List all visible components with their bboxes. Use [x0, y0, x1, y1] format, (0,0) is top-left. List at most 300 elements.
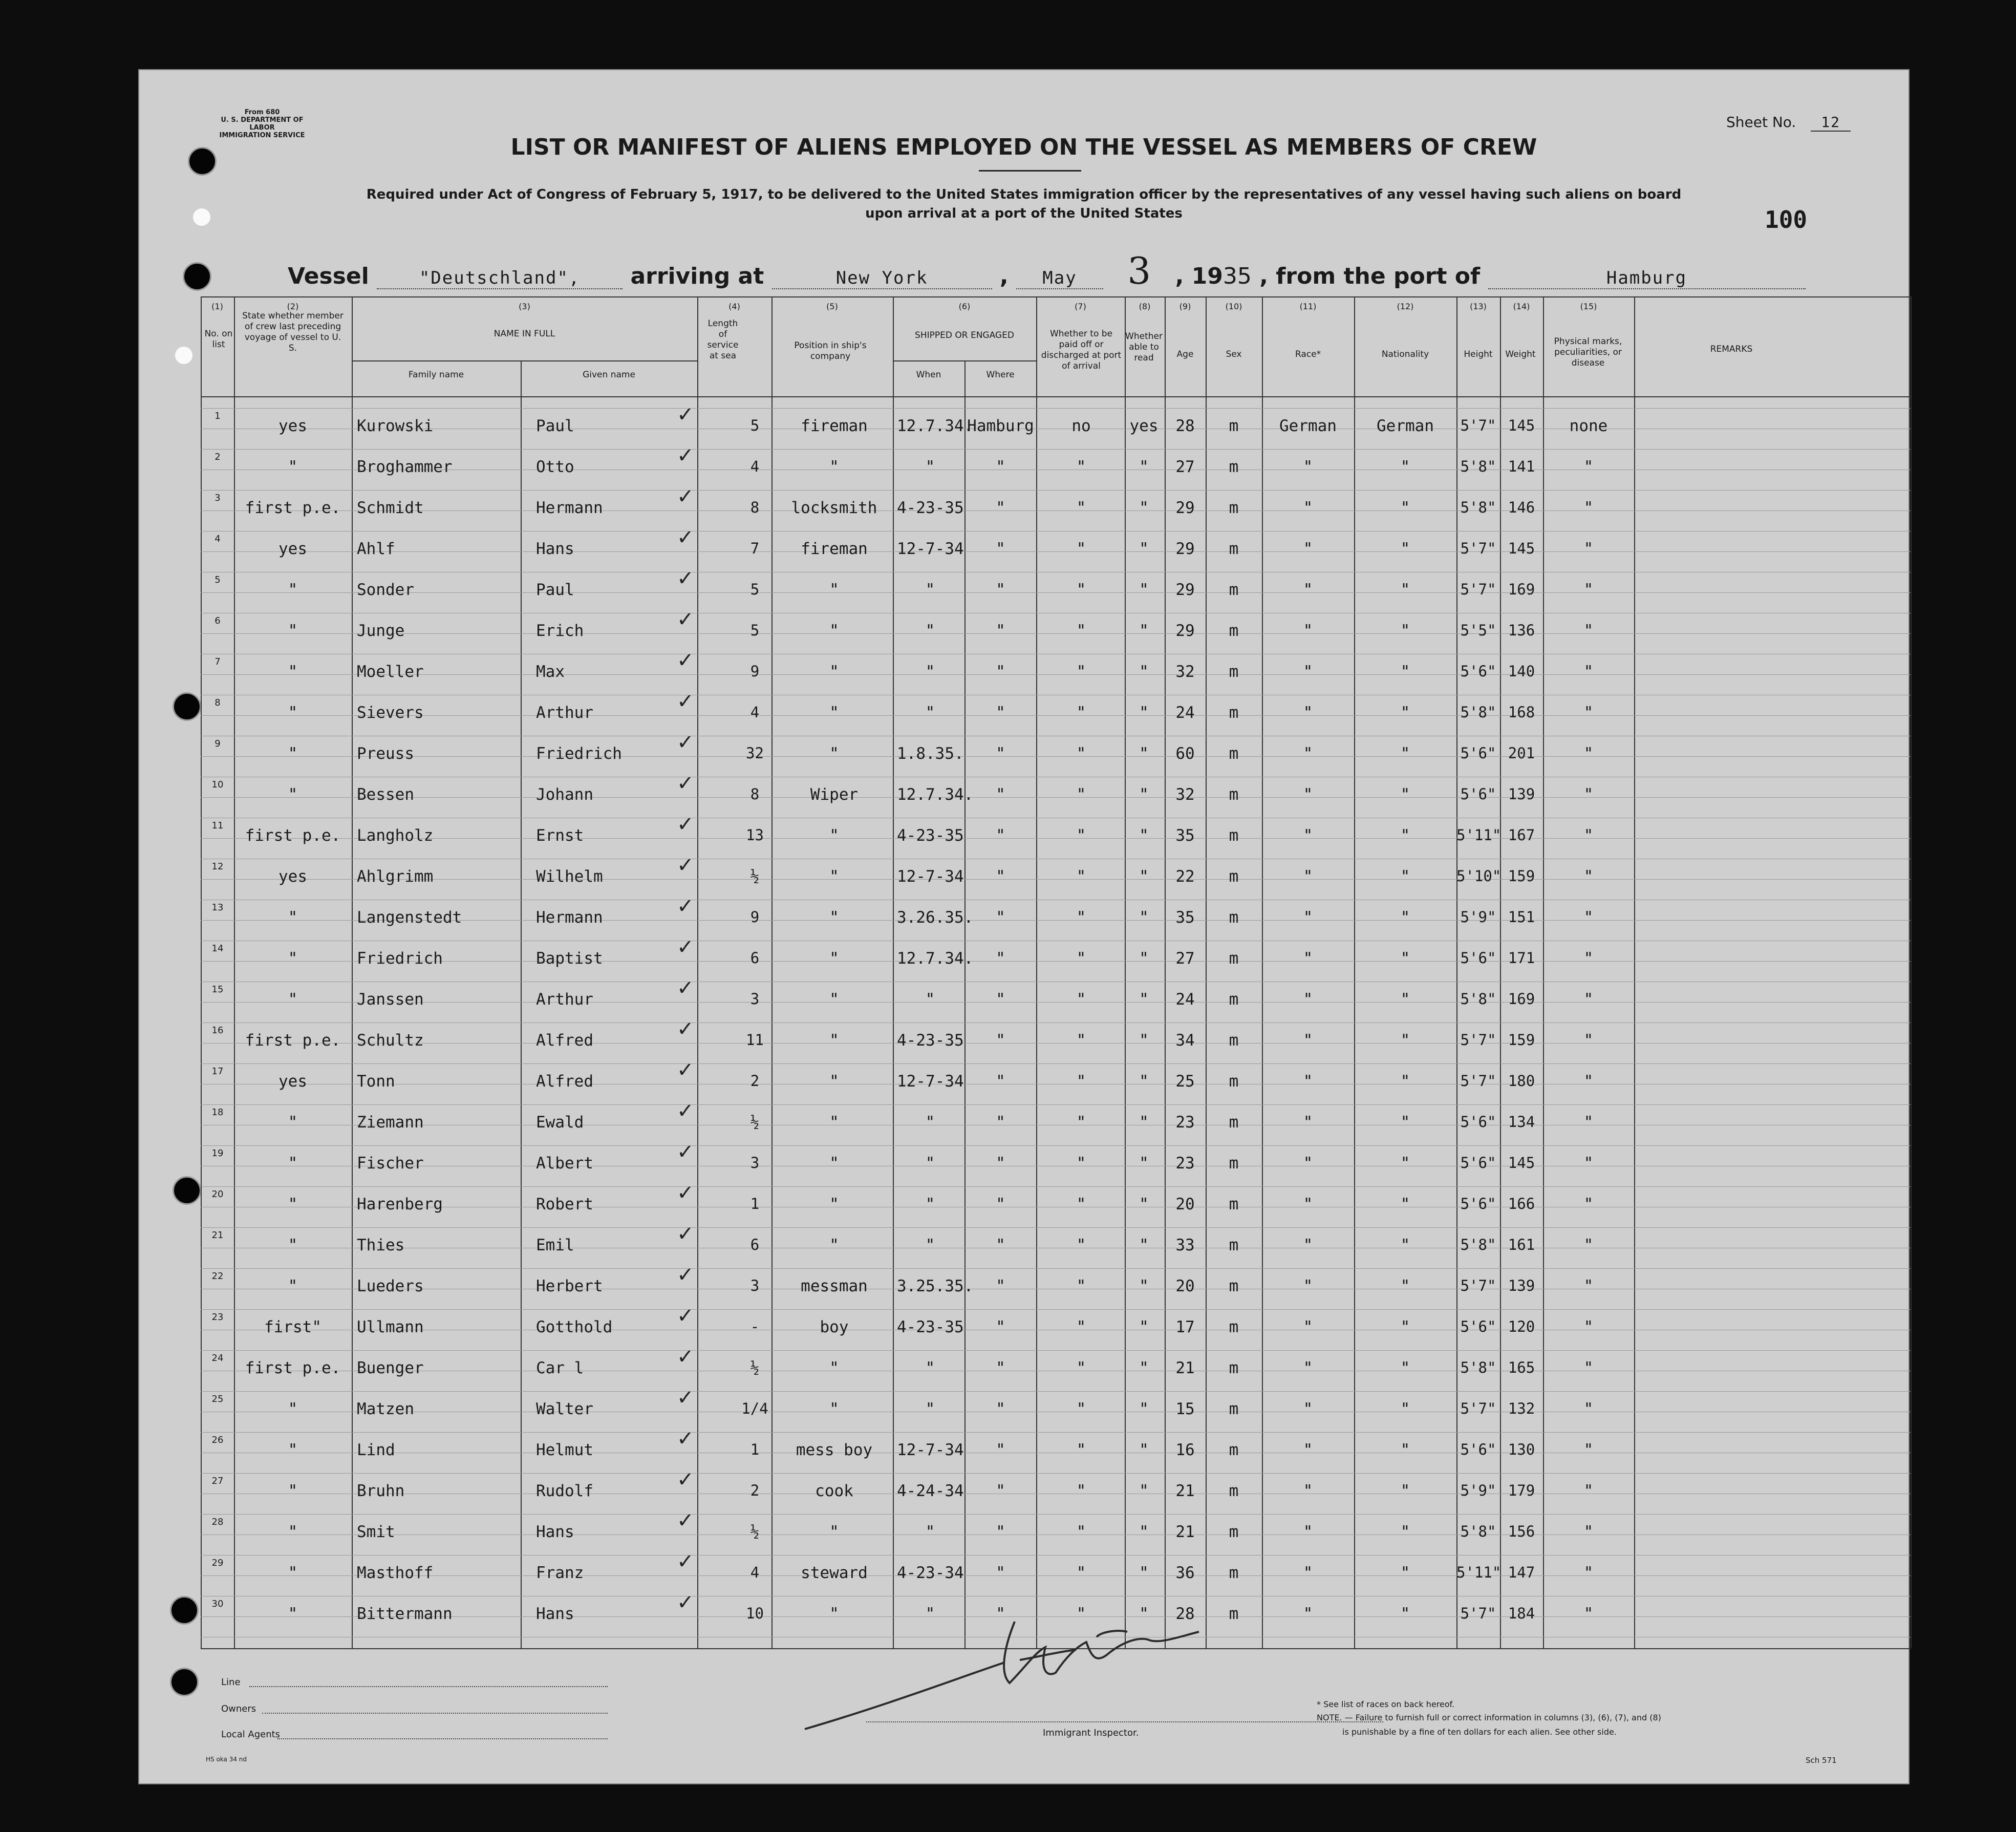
cell-nationality: "	[1400, 1318, 1410, 1336]
cell-family-name: Ullmann	[357, 1318, 424, 1336]
column-number: (4)	[728, 302, 740, 311]
cell-sex: m	[1229, 417, 1239, 435]
cell-where: "	[996, 1441, 1005, 1459]
cell-family-name: Schultz	[357, 1031, 424, 1050]
cell-nationality: "	[1400, 622, 1410, 640]
cell-family-name: Bruhn	[357, 1482, 405, 1500]
cell-weight: 169	[1508, 581, 1535, 598]
cell-row-number: 26	[211, 1435, 224, 1445]
cell-paid-off: "	[1076, 540, 1086, 558]
cell-prev-voyage: first p.e.	[245, 826, 341, 845]
ledger-rule	[201, 1063, 1911, 1064]
cell-row-number: 4	[215, 534, 221, 544]
cell-given-name: Robert	[536, 1195, 593, 1213]
cell-nationality: "	[1400, 499, 1410, 517]
cell-weight: 156	[1508, 1523, 1535, 1540]
cell-position: "	[829, 704, 839, 722]
cell-where: "	[996, 1236, 1005, 1254]
cell-length-service: 4	[750, 704, 760, 721]
cell-paid-off: no	[1071, 417, 1091, 435]
ledger-rule	[201, 1227, 1911, 1228]
cell-when: "	[925, 1236, 935, 1254]
ledger-rule	[201, 1514, 1911, 1515]
cell-race: "	[1303, 1113, 1313, 1132]
cell-age: 34	[1175, 1031, 1195, 1050]
arrival-day: 3	[1127, 249, 1151, 292]
cell-row-number: 5	[215, 574, 221, 585]
cell-row-number: 9	[215, 738, 221, 749]
cell-row-number: 17	[211, 1066, 224, 1077]
cell-when: 3.25.35.	[897, 1277, 974, 1295]
cell-nationality: "	[1400, 1605, 1410, 1623]
cell-row-number: 24	[211, 1353, 224, 1364]
checkmark-icon: ✓	[677, 1017, 694, 1041]
cell-sex: m	[1229, 663, 1239, 681]
cell-age: 24	[1175, 704, 1195, 722]
cell-given-name: Franz	[536, 1564, 584, 1582]
cell-nationality: "	[1400, 1236, 1410, 1254]
cell-row-number: 1	[215, 411, 221, 421]
note-line-1: NOTE. — Failure to furnish full or correct information in columns (3), (6), (7), and (8)	[1317, 1713, 1661, 1722]
cell-nationality: "	[1400, 826, 1410, 845]
cell-paid-off: "	[1076, 1236, 1086, 1254]
cell-paid-off: "	[1076, 826, 1086, 845]
cell-sex: m	[1229, 867, 1239, 886]
cell-position: Wiper	[810, 785, 859, 804]
column-divider	[771, 296, 773, 1648]
cell-position: "	[829, 1154, 839, 1173]
cell-length-service: 32	[746, 744, 764, 762]
cell-able-read: "	[1139, 1441, 1149, 1459]
inspector-signature	[789, 1601, 1276, 1734]
cell-height: 5'8"	[1460, 1359, 1496, 1376]
cell-paid-off: "	[1076, 867, 1086, 886]
cell-age: 29	[1175, 622, 1195, 640]
cell-prev-voyage: yes	[278, 540, 307, 558]
cell-position: "	[829, 1523, 839, 1541]
cell-sex: m	[1229, 744, 1239, 763]
cell-paid-off: "	[1076, 1441, 1086, 1459]
cell-able-read: "	[1139, 1400, 1149, 1418]
year-suffix: 35	[1223, 263, 1252, 289]
cell-given-name: Otto	[536, 458, 574, 476]
cell-able-read: "	[1139, 1113, 1149, 1132]
cell-sex: m	[1229, 949, 1239, 968]
cell-sex: m	[1229, 1277, 1239, 1295]
column-number: (5)	[826, 302, 838, 311]
cell-nationality: "	[1400, 663, 1410, 681]
ledger-rule	[201, 1432, 1911, 1433]
cell-where: "	[996, 1154, 1005, 1173]
cell-height: 5'10"	[1456, 867, 1502, 885]
cell-when: "	[925, 1605, 935, 1623]
vessel-label: Vessel	[288, 263, 369, 289]
column-number: (8)	[1139, 302, 1151, 311]
cell-prev-voyage: "	[288, 1523, 298, 1541]
cell-where: "	[996, 499, 1005, 517]
cell-sex: m	[1229, 581, 1239, 599]
cell-row-number: 28	[211, 1517, 224, 1527]
cell-paid-off: "	[1076, 1113, 1086, 1132]
cell-where: "	[996, 1195, 1005, 1213]
year-prefix: 19	[1191, 263, 1223, 289]
cell-age: 35	[1175, 908, 1195, 927]
checkmark-icon: ✓	[677, 526, 694, 549]
cell-able-read: "	[1139, 704, 1149, 722]
cell-nationality: "	[1400, 581, 1410, 599]
cell-given-name: Hermann	[536, 499, 603, 517]
cell-position: fireman	[801, 540, 868, 558]
ledger-rule	[201, 1022, 1911, 1023]
footer-owners-rule	[262, 1713, 608, 1714]
col-header-race: Race*	[1295, 349, 1321, 359]
cell-race: "	[1303, 1236, 1313, 1254]
cell-age: 60	[1175, 744, 1195, 763]
ledger-rule	[201, 449, 1911, 450]
cell-physical-marks: "	[1583, 1564, 1594, 1582]
column-number: (12)	[1397, 302, 1414, 311]
cell-paid-off: "	[1076, 1195, 1086, 1213]
cell-prev-voyage: "	[288, 622, 298, 640]
cell-prev-voyage: "	[288, 1113, 298, 1132]
cell-row-number: 20	[211, 1189, 224, 1200]
stamp-number: 100	[1765, 206, 1808, 233]
checkmark-icon: ✓	[677, 690, 694, 713]
inspector-rule	[866, 1721, 1383, 1722]
cell-when: "	[925, 1154, 935, 1173]
cell-age: 28	[1175, 1605, 1195, 1623]
cell-race: "	[1303, 1359, 1313, 1377]
checkmark-icon: ✓	[677, 976, 694, 1000]
cell-height: 5'6"	[1460, 744, 1496, 762]
cell-race: "	[1303, 622, 1313, 640]
col-header-length: Length of service at sea	[707, 318, 739, 361]
cell-age: 20	[1175, 1195, 1195, 1213]
cell-prev-voyage: "	[288, 1564, 298, 1582]
cell-race: "	[1303, 1154, 1313, 1173]
cell-nationality: "	[1400, 1277, 1410, 1295]
cell-length-service: 4	[750, 1564, 760, 1581]
cell-row-number: 29	[211, 1558, 224, 1568]
cell-where: "	[996, 744, 1005, 763]
cell-sex: m	[1229, 990, 1239, 1009]
cell-physical-marks: "	[1583, 622, 1594, 640]
checkmark-icon: ✓	[677, 1509, 694, 1532]
cell-row-number: 14	[211, 943, 224, 954]
cell-where: "	[996, 540, 1005, 558]
cell-weight: 139	[1508, 785, 1535, 803]
cell-weight: 167	[1508, 826, 1535, 844]
cell-when: 12-7-34	[897, 867, 964, 886]
race-note: * See list of races on back hereof.	[1317, 1699, 1455, 1709]
cell-row-number: 6	[215, 615, 221, 626]
cell-prev-voyage: "	[288, 581, 298, 599]
cell-sex: m	[1229, 826, 1239, 845]
checkmark-icon: ✓	[677, 1386, 694, 1410]
cell-race: "	[1303, 1031, 1313, 1050]
cell-weight: 165	[1508, 1359, 1535, 1376]
cell-family-name: Lueders	[357, 1277, 424, 1295]
cell-family-name: Matzen	[357, 1400, 414, 1418]
checkmark-icon: ✓	[677, 894, 694, 918]
cell-physical-marks: "	[1583, 785, 1594, 804]
cell-age: 23	[1175, 1113, 1195, 1132]
cell-when: 12.7.34.	[897, 949, 974, 968]
cell-age: 27	[1175, 458, 1195, 476]
cell-position: steward	[801, 1564, 868, 1582]
service-name: IMMIGRATION SERVICE	[219, 132, 305, 139]
cell-given-name: Car l	[536, 1359, 584, 1377]
cell-given-name: Paul	[536, 417, 574, 435]
cell-position: "	[829, 1195, 839, 1213]
cell-physical-marks: "	[1583, 1523, 1594, 1541]
cell-race: "	[1303, 663, 1313, 681]
cell-able-read: "	[1139, 540, 1149, 558]
cell-row-number: 15	[211, 984, 224, 995]
cell-when: 12-7-34	[897, 540, 964, 558]
cell-height: 5'7"	[1460, 581, 1496, 598]
footer-agents-rule	[277, 1738, 608, 1739]
cell-sex: m	[1229, 540, 1239, 558]
cell-family-name: Broghammer	[357, 458, 453, 476]
cell-physical-marks: "	[1583, 540, 1594, 558]
cell-when: 4-23-35	[897, 499, 964, 517]
cell-physical-marks: "	[1583, 1482, 1594, 1500]
cell-position: "	[829, 581, 839, 599]
column-number: (11)	[1299, 302, 1317, 311]
cell-where: "	[996, 704, 1005, 722]
cell-length-service: 1/4	[741, 1400, 768, 1417]
cell-able-read: "	[1139, 499, 1149, 517]
cell-height: 5'6"	[1460, 1113, 1496, 1131]
cell-prev-voyage: yes	[278, 417, 307, 435]
column-number: (7)	[1075, 302, 1086, 311]
cell-weight: 120	[1508, 1318, 1535, 1335]
cell-when: "	[925, 458, 935, 476]
cell-length-service: 4	[750, 458, 760, 475]
cell-able-read: "	[1139, 990, 1149, 1009]
col-header-weight: Weight	[1505, 349, 1536, 359]
cell-where: "	[996, 990, 1005, 1009]
cell-length-service: 9	[750, 908, 760, 926]
cell-nationality: German	[1377, 417, 1434, 435]
cell-position: "	[829, 1400, 839, 1418]
cell-prev-voyage: "	[288, 1400, 298, 1418]
cell-nationality: "	[1400, 540, 1410, 558]
cell-position: "	[829, 867, 839, 886]
cell-sex: m	[1229, 622, 1239, 640]
checkmark-icon: ✓	[677, 731, 694, 754]
checkmark-icon: ✓	[677, 567, 694, 590]
footer-agents-label: Local Agents	[221, 1729, 281, 1740]
cell-weight: 139	[1508, 1277, 1535, 1294]
cell-given-name: Gotthold	[536, 1318, 613, 1336]
cell-age: 29	[1175, 499, 1195, 517]
cell-family-name: Langenstedt	[357, 908, 462, 927]
cell-paid-off: "	[1076, 1359, 1086, 1377]
checkmark-icon: ✓	[677, 1427, 694, 1451]
cell-row-number: 13	[211, 902, 224, 913]
schedule-number: Sch 571	[1806, 1756, 1837, 1765]
cell-sex: m	[1229, 1236, 1239, 1254]
cell-when: "	[925, 1400, 935, 1418]
cell-paid-off: "	[1076, 704, 1086, 722]
vessel-line: Vessel "Deutschland", arriving at New York , May 3 , 1935 , from the port of Hamburg	[288, 249, 1824, 292]
cell-length-service: 11	[746, 1031, 764, 1049]
cell-given-name: Rudolf	[536, 1482, 593, 1500]
cell-height: 5'9"	[1460, 908, 1496, 926]
column-divider	[1036, 296, 1037, 1648]
column-divider	[201, 296, 202, 1648]
checkmark-icon: ✓	[677, 772, 694, 795]
cell-family-name: Thies	[357, 1236, 405, 1254]
column-number: (13)	[1470, 302, 1487, 311]
cell-position: "	[829, 826, 839, 845]
sheet-number-field	[1726, 114, 1851, 131]
column-number: (15)	[1580, 302, 1597, 311]
cell-given-name: Walter	[536, 1400, 593, 1418]
cell-where: "	[996, 1523, 1005, 1541]
cell-row-number: 16	[211, 1025, 224, 1036]
column-divider	[1911, 296, 1912, 1648]
cell-physical-marks: "	[1583, 908, 1594, 927]
cell-height: 5'6"	[1460, 663, 1496, 680]
cell-prev-voyage: first p.e.	[245, 499, 341, 517]
cell-when: 4-23-35	[897, 1318, 964, 1336]
cell-weight: 140	[1508, 663, 1535, 680]
cell-when: 4-23-35	[897, 1031, 964, 1050]
cell-nationality: "	[1400, 990, 1410, 1009]
cell-where: "	[996, 1482, 1005, 1500]
cell-weight: 136	[1508, 622, 1535, 639]
cell-given-name: Baptist	[536, 949, 603, 968]
cell-sex: m	[1229, 499, 1239, 517]
cell-age: 21	[1175, 1359, 1195, 1377]
cell-sex: m	[1229, 458, 1239, 476]
cell-row-number: 30	[211, 1599, 224, 1609]
cell-weight: 151	[1508, 908, 1535, 926]
checkmark-icon: ✓	[677, 485, 694, 508]
cell-prev-voyage: "	[288, 704, 298, 722]
cell-nationality: "	[1400, 704, 1410, 722]
cell-height: 5'11"	[1456, 826, 1502, 844]
cell-given-name: Emil	[536, 1236, 574, 1254]
cell-position: "	[829, 458, 839, 476]
cell-nationality: "	[1400, 1154, 1410, 1173]
footer-line-rule	[249, 1686, 608, 1687]
cell-sex: m	[1229, 1154, 1239, 1173]
cell-age: 15	[1175, 1400, 1195, 1418]
cell-age: 16	[1175, 1441, 1195, 1459]
cell-given-name: Alfred	[536, 1072, 593, 1091]
cell-able-read: "	[1139, 1031, 1149, 1050]
cell-position: mess boy	[796, 1441, 873, 1459]
cell-physical-marks: "	[1583, 704, 1594, 722]
cell-family-name: Schmidt	[357, 499, 424, 517]
cell-race: "	[1303, 990, 1313, 1009]
document-subtitle-2: upon arrival at a port of the United States	[865, 206, 1183, 221]
form-number: From 680	[244, 109, 280, 116]
cell-family-name: Buenger	[357, 1359, 424, 1377]
cell-when: 4-23-34	[897, 1564, 964, 1582]
cell-weight: 145	[1508, 540, 1535, 557]
cell-race: "	[1303, 1605, 1313, 1623]
cell-height: 5'6"	[1460, 1441, 1496, 1458]
cell-row-number: 18	[211, 1107, 224, 1118]
cell-family-name: Kurowski	[357, 417, 434, 435]
cell-age: 29	[1175, 581, 1195, 599]
footer-owners-label: Owners	[221, 1703, 256, 1714]
checkmark-icon: ✓	[677, 608, 694, 631]
vessel-name: "Deutschland",	[377, 268, 623, 289]
cell-weight: 171	[1508, 949, 1535, 967]
cell-sex: m	[1229, 1400, 1239, 1418]
cell-when: "	[925, 1195, 935, 1213]
column-number: (3)	[519, 302, 530, 311]
cell-height: 5'7"	[1460, 1031, 1496, 1049]
cell-height: 5'7"	[1460, 1605, 1496, 1622]
cell-family-name: Ahlf	[357, 540, 395, 558]
col-header-family: Family name	[408, 370, 464, 380]
column-divider	[521, 360, 522, 1648]
column-number: (6)	[958, 302, 971, 311]
name-subheader-rule	[352, 360, 697, 361]
arrival-month: May	[1016, 268, 1103, 289]
cell-nationality: "	[1400, 1359, 1410, 1377]
cell-sex: m	[1229, 1318, 1239, 1336]
cell-paid-off: "	[1076, 622, 1086, 640]
manifest-sheet	[138, 69, 1910, 1784]
col-header-read: Whether able to read	[1125, 331, 1163, 363]
cell-family-name: Moeller	[357, 663, 424, 681]
cell-when: 12.7.34.	[897, 417, 974, 435]
cell-physical-marks: "	[1583, 1359, 1594, 1377]
cell-age: 20	[1175, 1277, 1195, 1295]
cell-race: "	[1303, 785, 1313, 804]
cell-able-read: "	[1139, 663, 1149, 681]
cell-paid-off: "	[1076, 744, 1086, 763]
cell-paid-off: "	[1076, 663, 1086, 681]
cell-length-service: ½	[750, 1523, 760, 1540]
cell-race: "	[1303, 1400, 1313, 1418]
cell-row-number: 7	[215, 656, 221, 667]
cell-race: "	[1303, 1564, 1313, 1582]
cell-age: 24	[1175, 990, 1195, 1009]
cell-able-read: "	[1139, 1482, 1149, 1500]
cell-family-name: Lind	[357, 1441, 395, 1459]
cell-sex: m	[1229, 1482, 1239, 1500]
ledger-rule	[201, 1391, 1911, 1392]
cell-row-number: 10	[211, 779, 224, 790]
cell-able-read: "	[1139, 622, 1149, 640]
cell-prev-voyage: "	[288, 990, 298, 1009]
ledger-rule	[201, 1350, 1911, 1351]
cell-physical-marks: "	[1583, 1400, 1594, 1418]
ledger-rule	[201, 1309, 1911, 1310]
cell-paid-off: "	[1076, 1523, 1086, 1541]
cell-able-read: "	[1139, 744, 1149, 763]
cell-physical-marks: "	[1583, 1277, 1594, 1295]
cell-length-service: 2	[750, 1482, 760, 1499]
cell-position: "	[829, 1359, 839, 1377]
cell-where: "	[996, 1113, 1005, 1132]
cell-given-name: Wilhelm	[536, 867, 603, 886]
cell-paid-off: "	[1076, 581, 1086, 599]
cell-race: "	[1303, 581, 1313, 599]
checkmark-icon: ✓	[677, 1058, 694, 1082]
cell-able-read: "	[1139, 1277, 1149, 1295]
cell-position: "	[829, 744, 839, 763]
